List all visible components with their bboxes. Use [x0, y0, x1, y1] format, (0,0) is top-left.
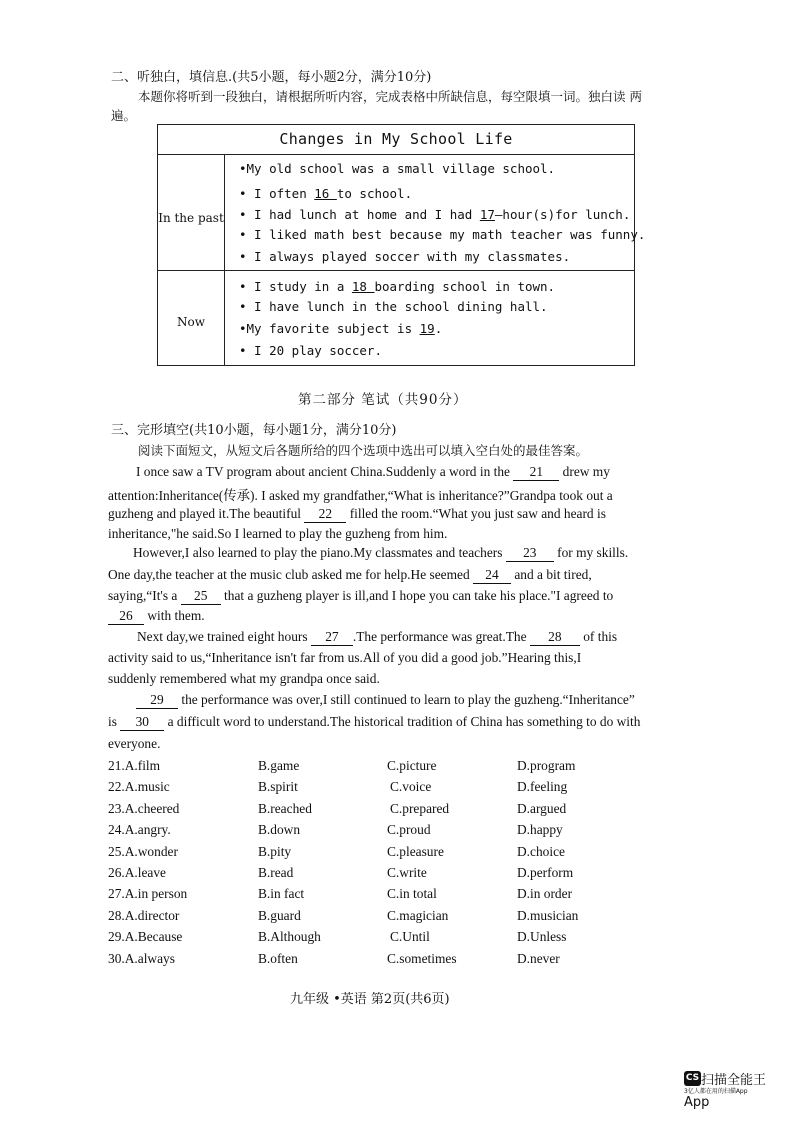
option-choice: B.spirit: [258, 779, 298, 795]
option-choice: B.often: [258, 950, 298, 966]
passage-line: inheritance,"he said.So I learned to play the guzheng from him.: [108, 526, 448, 541]
logo-tagline: 3亿人都在用的扫描App: [684, 1088, 748, 1095]
passage-line: Next day,we trained eight hours 27 .The performance was great.The 28 of this: [137, 629, 618, 644]
answer-blank: 19: [419, 321, 435, 336]
table-item: • I liked math best because my math teacher was funny.: [239, 227, 646, 242]
blank-28: 28: [530, 629, 580, 646]
blank-25: 25: [181, 588, 221, 605]
passage-line: everyone.: [108, 736, 161, 751]
logo-name: 扫描全能王: [701, 1073, 767, 1088]
answer-blank: 17: [479, 207, 495, 222]
table-item: • I had lunch at home and I had 17—hour(s)for lunch.: [239, 207, 631, 222]
option-choice: D.Unless: [517, 929, 567, 945]
option-choice: C.picture: [387, 758, 437, 773]
option-choice: B.guard: [258, 907, 301, 923]
option-choice: 27.A.in person: [108, 886, 188, 902]
passage-line: guzheng and played it.The beautiful 22 filled the room.“What you just saw and heard is: [108, 506, 606, 521]
row-label-now: Now: [177, 315, 205, 329]
option-choice: 25.A.wonder: [108, 843, 178, 859]
cs-badge-icon: CS: [684, 1071, 701, 1086]
option-choice: 23.A.cheered: [108, 800, 180, 816]
option-choice: 26.A.leave: [108, 865, 167, 880]
option-choice: D.argued: [517, 800, 567, 816]
blank-29: 29: [136, 692, 178, 709]
answer-blank: 18: [351, 279, 375, 294]
passage-line: I once saw a TV program about ancient China.Suddenly a word in the 21 drew my: [136, 464, 610, 479]
blank-22: 22: [304, 506, 346, 523]
option-choice: 30.A.always: [108, 950, 175, 966]
option-choice: C.in total: [387, 886, 437, 902]
passage-line: is 30 a difficult word to understand.The historical tradition of China has something to do with: [108, 714, 641, 729]
passage-line: However,I also learned to play the piano.My classmates and teachers 23 for my skills.: [133, 545, 629, 560]
table-item: •My favorite subject is 19.: [239, 321, 443, 336]
option-choice: B.Although: [258, 929, 321, 945]
option-choice: C.magician: [387, 907, 449, 923]
passage-line: attention:Inheritance(传承). I asked my grandfather,“What is inheritance?”Grandpa took out a: [108, 488, 613, 503]
option-choice: D.choice: [517, 843, 565, 859]
blank-26: 26: [108, 608, 144, 625]
option-choice: C.voice: [390, 779, 432, 795]
option-choice: D.musician: [517, 907, 579, 923]
option-choice: D.feeling: [517, 779, 568, 795]
blank-30: 30: [120, 714, 164, 731]
option-choice: B.game: [258, 758, 300, 773]
passage-line: 26 with them.: [108, 608, 205, 625]
table-item: •My old school was a small village school.: [239, 161, 556, 176]
table-divider: [224, 154, 225, 365]
passage-line: saying,“It's a 25 that a guzheng player is ill,and I hope you can take his place."I agreed to: [108, 588, 614, 603]
option-choice: 24.A.angry.: [108, 822, 171, 838]
table-item: • I often 16 to school.: [239, 186, 413, 201]
option-choice: C.prepared: [390, 800, 450, 816]
section2-instruction: 本题你将听到一段独白，请根据所听内容，完成表格中所缺信息，每空限填一词。独白读 两: [138, 89, 642, 104]
option-choice: D.never: [517, 950, 560, 966]
passage-line: suddenly remembered what my grandpa once said.: [108, 671, 380, 686]
answer-blank: 16: [314, 186, 337, 201]
part-title: 第二部分 笔试（共90分）: [298, 392, 468, 408]
page-footer: 九年级 •英语 第2页(共6页): [290, 992, 450, 1007]
option-choice: D.happy: [517, 822, 563, 838]
blank-23: 23: [506, 545, 554, 562]
option-choice: C.proud: [387, 822, 431, 838]
option-choice: D.program: [517, 758, 576, 773]
option-choice: 22.A.music: [108, 779, 170, 795]
option-choice: C.Until: [390, 929, 430, 945]
option-choice: B.reached: [258, 800, 312, 816]
logo-app: App: [684, 1095, 710, 1110]
section2-instruction-cont: 遍。: [111, 108, 137, 123]
passage-line: activity said to us,“Inheritance isn't far from us.All of you did a good job.”Hearing this,I: [108, 650, 582, 665]
option-choice: B.read: [258, 865, 294, 880]
blank-21: 21: [513, 464, 559, 481]
option-choice: 28.A.director: [108, 907, 180, 923]
scanner-logo: [684, 1068, 774, 1110]
table-item: • I always played soccer with my classmates.: [239, 249, 571, 264]
row-label-past: In the past: [158, 211, 224, 225]
changes-table: [157, 124, 646, 366]
passage-line: 29 the performance was over,I still continued to learn to play the guzheng.“Inheritance”: [136, 692, 635, 709]
table-item: • I have lunch in the school dining hall.: [239, 299, 548, 314]
option-choice: 29.A.Because: [108, 929, 183, 945]
option-choice: D.perform: [517, 865, 574, 880]
section3-heading: 三、完形填空(共10小题，每小题1分，满分10分): [111, 423, 397, 438]
option-choice: C.sometimes: [387, 950, 457, 966]
option-choice: B.pity: [258, 843, 292, 859]
section2-heading: 二、听独白，填信息.(共5小题，每小题2分，满分10分): [111, 70, 432, 85]
table-divider: [158, 270, 634, 271]
table-title: Changes in My School Life: [158, 125, 634, 155]
option-choice: B.in fact: [258, 886, 305, 902]
option-choice: C.write: [387, 865, 427, 880]
option-choice: C.pleasure: [387, 843, 444, 859]
table-item: • I 20 play soccer.: [239, 343, 382, 358]
table-item: • I study in a 18 boarding school in town.: [239, 279, 556, 294]
option-choice: 21.A.film: [108, 758, 161, 773]
section3-instruction: 阅读下面短文，从短文后各题所给的四个选项中选出可以填入空白处的最佳答案。: [138, 443, 589, 458]
blank-27: 27: [311, 629, 353, 646]
option-choice: D.in order: [517, 886, 573, 902]
blank-24: 24: [473, 567, 511, 584]
option-choice: B.down: [258, 822, 301, 838]
passage-line: One day,the teacher at the music club asked me for help.He seemed 24 and a bit tired,: [108, 567, 592, 582]
